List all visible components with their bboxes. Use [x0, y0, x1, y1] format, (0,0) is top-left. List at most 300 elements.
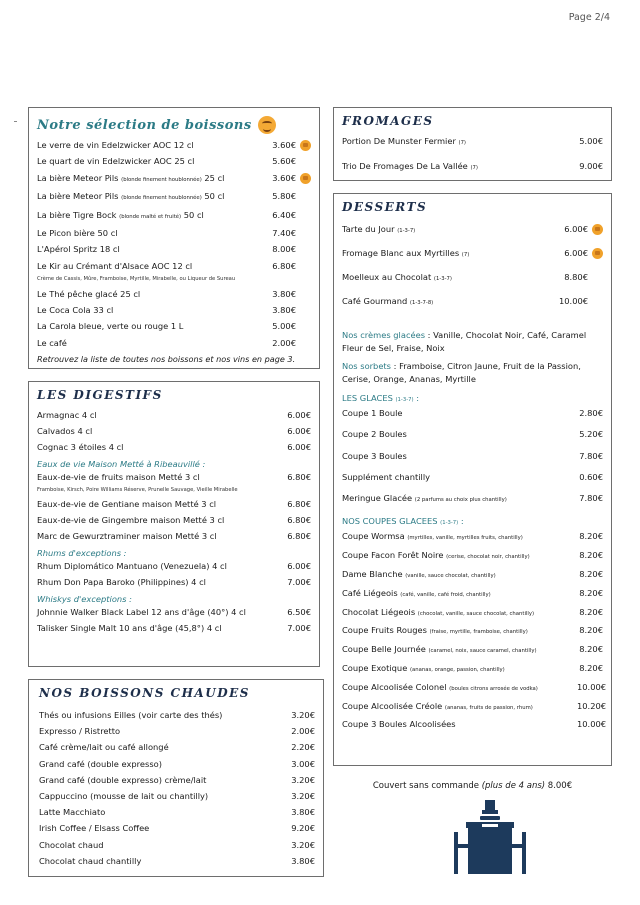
item-name — [342, 408, 577, 419]
item-detail: (7) — [461, 252, 470, 258]
drink-row — [37, 228, 311, 239]
price-cell — [267, 210, 311, 221]
item-name — [37, 228, 267, 239]
drink-row — [37, 289, 311, 300]
item-price: 9.00€ — [579, 160, 603, 171]
eau-de-vie-row — [37, 472, 311, 483]
item-label: Eaux-de-vie de Gentiane maison Metté 3 cl — [37, 499, 217, 509]
item-name — [342, 569, 577, 582]
item-price: 6.00€ — [564, 224, 588, 234]
coupes-heading: NOS COUPES GLACEES (1-3-7) : — [342, 516, 464, 527]
digestif-row — [37, 426, 311, 437]
item-price: 6.00€ — [287, 561, 311, 571]
item-price: 8.20€ — [579, 625, 603, 636]
item-label: Latte Macchiato — [39, 807, 106, 818]
cheese-row — [342, 161, 603, 174]
price-cell — [559, 296, 603, 307]
rhums-heading: Rhums d'exceptions : — [37, 548, 127, 558]
item-volume: 50 cl — [204, 191, 225, 202]
price-cell — [267, 191, 311, 202]
drink-row — [37, 156, 311, 167]
hot-drink-row — [39, 775, 315, 786]
digestifs-title: LES DIGESTIFS — [37, 388, 163, 402]
couvert-text: Couvert sans commande — [372, 781, 479, 791]
item-detail: (2 parfums au choix plus chantilly) — [414, 497, 507, 504]
item-price: 7.40€ — [272, 227, 296, 238]
drink-row — [37, 140, 311, 151]
item-price: 3.80€ — [291, 807, 315, 818]
glace-row — [342, 429, 603, 440]
boissons-title: Notre sélection de boissons — [37, 117, 252, 133]
item-detail: (blonde finement houblonnée) — [121, 195, 202, 202]
item-price: 6.00€ — [287, 426, 311, 436]
item-price: 3.20€ — [291, 790, 315, 801]
item-name — [342, 248, 559, 261]
desserts-list — [342, 224, 603, 309]
thumbs-up-icon — [592, 248, 603, 259]
item-name — [37, 321, 267, 332]
item-name — [37, 561, 285, 572]
item-name — [342, 607, 577, 620]
eau-de-vie-row — [37, 515, 311, 526]
item-label: Grand café (double expresso) — [39, 758, 162, 769]
glace-row — [342, 472, 603, 483]
item-label: Calvados 4 cl — [37, 426, 93, 436]
item-label: Armagnac 4 cl — [37, 410, 97, 420]
drink-row — [37, 261, 311, 272]
item-name — [39, 840, 289, 851]
item-label: Chocolat Liégeois — [342, 606, 416, 617]
eau-de-vie-row — [37, 499, 311, 510]
hot-drink-row — [39, 742, 315, 753]
item-price: 7.80€ — [579, 493, 603, 504]
price-cell — [267, 305, 311, 316]
item-name — [37, 531, 285, 542]
item-name — [37, 442, 285, 453]
item-price: 3.20€ — [291, 839, 315, 850]
item-label: Le Kir au Crémant d'Alsace AOC 12 cl — [37, 260, 193, 271]
item-name — [342, 272, 559, 285]
whiskys-list — [37, 607, 311, 634]
margin-mark — [14, 121, 17, 122]
couvert-line — [333, 781, 612, 791]
item-price: 6.80€ — [287, 499, 311, 509]
item-label: La bière Tigre Bock — [37, 209, 117, 220]
drink-row — [37, 244, 311, 255]
item-name — [342, 701, 577, 714]
item-detail: (ananas, orange, passion, chantilly) — [409, 667, 505, 674]
price-cell — [267, 261, 311, 272]
item-price: 7.00€ — [287, 577, 311, 587]
fromages-section — [333, 107, 612, 181]
item-detail: (cerise, chocolat noir, chantilly) — [446, 554, 530, 561]
chaudes-section — [28, 679, 324, 877]
item-label: Coupe 1 Boule — [342, 408, 403, 418]
item-volume: 50 cl — [183, 209, 204, 220]
glaces-heading: LES GLACES (1-3-7) : — [342, 393, 419, 403]
item-price: 6.80€ — [287, 515, 311, 525]
digestifs-list — [37, 410, 311, 453]
desserts-title: DESSERTS — [342, 200, 428, 214]
item-name — [37, 191, 267, 204]
price-cell — [559, 248, 603, 259]
item-label: Café Liégeois — [342, 587, 398, 598]
item-label: Coupe Belle Journée — [342, 644, 426, 655]
drink-row — [37, 305, 311, 316]
rhum-row — [37, 577, 311, 588]
coupe-row — [342, 625, 603, 638]
item-volume: 25 cl — [204, 172, 225, 183]
dessert-row — [342, 272, 603, 285]
item-name — [37, 210, 267, 223]
item-detail: (blonde finement houblonnée) — [121, 176, 202, 183]
item-detail: (chocolat, vanille, sauce chocolat, chantilly) — [417, 610, 535, 617]
item-label: Le verre de vin Edelzwicker AOC 12 cl — [37, 140, 194, 150]
item-price: 3.20€ — [291, 710, 315, 720]
item-label: Coupe 3 Boules Alcoolisées — [342, 719, 456, 730]
item-name — [342, 644, 577, 657]
item-label: Le Thé pêche glacé 25 cl — [37, 288, 141, 299]
item-name — [342, 625, 577, 638]
item-name — [342, 472, 577, 483]
item-label: Supplément chantilly — [342, 471, 431, 482]
boissons-section — [28, 107, 320, 369]
couvert-italic: (plus de 4 ans) — [481, 781, 546, 791]
item-price: 10.00€ — [577, 719, 607, 730]
page-number: Page 2/4 — [568, 12, 610, 23]
item-price: 3.60€ — [272, 140, 296, 150]
hot-drink-row — [39, 840, 315, 851]
item-name — [342, 429, 577, 440]
item-name — [37, 607, 285, 618]
item-detail: (ananas, fruits de passion, rhum) — [444, 704, 533, 711]
item-price: 2.20€ — [291, 742, 315, 753]
item-price: 5.00€ — [272, 321, 296, 332]
item-label: Le quart de vin Edelzwicker AOC 25 cl — [37, 156, 195, 167]
price-cell — [267, 140, 311, 151]
table-illustration — [452, 800, 528, 876]
item-label: Coupe Alcoolisée Colonel — [342, 681, 447, 692]
coupe-row — [342, 681, 607, 695]
item-name — [39, 726, 289, 737]
item-price: 10.00€ — [577, 681, 607, 692]
item-label: Le Picon bière 50 cl — [37, 227, 118, 238]
smiley-icon — [258, 116, 276, 134]
hot-drink-row — [39, 807, 315, 818]
item-price: 6.00€ — [287, 442, 311, 452]
item-label: La Carola bleue, verte ou rouge 1 L — [37, 321, 184, 332]
item-detail: (1-3-7) — [433, 276, 452, 282]
item-price: 8.20€ — [579, 606, 603, 617]
item-price: 3.80€ — [272, 288, 296, 299]
item-price: 6.50€ — [287, 607, 311, 617]
drink-row — [37, 210, 311, 223]
coupe-row — [342, 607, 603, 620]
item-name — [37, 289, 267, 300]
item-name — [37, 577, 285, 588]
item-name — [37, 305, 267, 316]
item-price: 3.00€ — [291, 758, 315, 769]
item-price: 3.20€ — [291, 774, 315, 785]
item-price: 6.00€ — [287, 410, 311, 420]
item-label: Chocolat chaud — [39, 839, 104, 850]
coupe-row — [342, 550, 603, 563]
eaux-list — [37, 472, 311, 542]
price-cell — [267, 321, 311, 332]
item-label: Talisker Single Malt 10 ans d'âge (45,8°) 4 cl — [37, 623, 222, 633]
item-label: Cappuccino (mousse de lait ou chantilly) — [39, 790, 209, 801]
glace-row — [342, 493, 603, 506]
digestifs-section — [28, 381, 320, 667]
item-name — [342, 682, 577, 695]
item-label: Café crème/lait ou café allongé — [39, 742, 169, 753]
glaces-list — [342, 408, 603, 506]
item-label: L'Apérol Spritz 18 cl — [37, 244, 120, 255]
item-label: Tarte du Jour — [342, 224, 395, 234]
glace-row — [342, 408, 603, 419]
digestif-row — [37, 442, 311, 453]
coupe-row — [342, 663, 603, 676]
item-name — [37, 338, 267, 349]
digestif-row — [37, 410, 311, 421]
item-price: 6.80€ — [272, 260, 296, 271]
item-detail: (1-3-7) — [397, 228, 416, 234]
item-label: Coupe Fruits Rouges — [342, 625, 427, 636]
price-cell — [267, 244, 311, 255]
fromages-list — [342, 136, 603, 174]
coupes-heading-text: NOS COUPES GLACEES — [342, 516, 438, 527]
item-price: 8.20€ — [579, 531, 603, 542]
thumbs-up-icon — [592, 224, 603, 235]
drink-row — [37, 173, 311, 186]
dessert-row — [342, 248, 603, 261]
price-cell — [559, 272, 603, 283]
item-price: 3.80€ — [291, 855, 315, 866]
fromages-title: FROMAGES — [342, 114, 434, 128]
item-price: 7.00€ — [287, 623, 311, 633]
hot-drink-row — [39, 759, 315, 770]
price-cell — [267, 173, 311, 184]
item-name — [37, 515, 285, 526]
item-name — [342, 451, 577, 462]
item-price: 2.80€ — [579, 408, 603, 418]
item-price: 6.40€ — [272, 209, 296, 220]
item-name — [39, 742, 289, 753]
sorbets-label: Nos sorbets — [342, 361, 391, 371]
coupe-row — [342, 569, 603, 582]
chaudes-list — [39, 710, 315, 867]
item-detail: (myrtilles, vanille, myrtilles fruits, chantilly) — [407, 535, 523, 542]
item-price: 8.20€ — [579, 587, 603, 598]
glaces-heading-text: LES GLACES — [342, 393, 393, 403]
item-price: 8.20€ — [579, 644, 603, 655]
rhum-row — [37, 561, 311, 572]
dessert-row — [342, 296, 603, 309]
item-price: 5.20€ — [579, 429, 603, 440]
item-label: Johnnie Walker Black Label 12 ans d'âge (40°) 4 cl — [37, 607, 246, 617]
item-name — [342, 531, 577, 544]
item-price: 5.00€ — [579, 136, 603, 146]
item-label: Dame Blanche — [342, 569, 403, 580]
item-name — [39, 759, 289, 770]
item-name — [342, 663, 577, 676]
item-price: 5.80€ — [272, 191, 296, 202]
price-cell — [267, 289, 311, 300]
whiskys-heading: Whiskys d'exceptions : — [37, 594, 132, 604]
price-cell — [267, 338, 311, 349]
dessert-row — [342, 224, 603, 237]
item-label: Coupe Wormsa — [342, 531, 405, 542]
item-note: Framboise, Kirsch, Poire Williams Réserve, Prunelle Sauvage, Vieille Mirabelle — [37, 487, 238, 493]
sorbets-text: : Framboise, Citron Jaune, Fruit de la Passion, Cerise, Orange, Ananas, Myrtille — [342, 361, 581, 384]
item-price: 3.60€ — [272, 172, 296, 183]
thumbs-up-icon — [300, 173, 311, 184]
drink-row — [37, 191, 311, 204]
item-name — [342, 296, 559, 309]
item-name — [39, 823, 289, 834]
item-name — [342, 136, 577, 149]
item-detail: (fraise, myrtille, framboise, chantilly) — [429, 629, 528, 636]
item-name — [37, 156, 267, 167]
item-name — [39, 775, 289, 786]
item-name — [342, 161, 577, 174]
item-label: Meringue Glacée — [342, 493, 413, 504]
item-label: Portion De Munster Fermier — [342, 136, 456, 146]
item-label: Rhum Diplomático Mantuano (Venezuela) 4 cl — [37, 561, 227, 571]
hot-drink-row — [39, 710, 315, 721]
item-label: Eaux-de-vie de fruits maison Metté 3 cl — [37, 472, 200, 482]
thumbs-up-icon — [300, 140, 311, 151]
item-name — [39, 791, 289, 802]
item-label: Moelleux au Chocolat — [342, 272, 432, 282]
item-label: Coupe Exotique — [342, 663, 408, 674]
item-name — [37, 472, 285, 483]
item-price: 8.20€ — [579, 569, 603, 580]
item-label: Cognac 3 étoiles 4 cl — [37, 442, 124, 452]
item-name — [342, 550, 577, 563]
item-price: 6.80€ — [287, 472, 311, 482]
sorbets-paragraph — [342, 360, 603, 386]
item-label: Coupe Alcoolisée Créole — [342, 700, 443, 711]
item-label: Thés ou infusions Eilles (voir carte des thés) — [39, 710, 223, 720]
cremes-label: Nos crèmes glacées — [342, 330, 426, 340]
item-name — [37, 426, 285, 437]
whisky-row — [37, 623, 311, 634]
item-label: Le Coca Cola 33 cl — [37, 304, 114, 315]
item-name — [37, 140, 267, 151]
item-price: 9.20€ — [291, 823, 315, 834]
item-label: Expresso / Ristretto — [39, 726, 121, 737]
price-cell — [267, 156, 311, 167]
item-label: Grand café (double expresso) crème/lait — [39, 774, 207, 785]
item-label: Irish Coffee / Elsass Coffee — [39, 823, 150, 834]
item-price: 5.60€ — [272, 156, 296, 167]
item-name — [39, 807, 289, 818]
hot-drink-row — [39, 856, 315, 867]
item-name — [342, 224, 559, 237]
item-name — [37, 173, 267, 186]
item-name — [37, 623, 285, 634]
cheese-row — [342, 136, 603, 149]
item-name — [39, 710, 289, 721]
item-price: 3.80€ — [272, 304, 296, 315]
item-label: Coupe Facon Forêt Noire — [342, 550, 444, 561]
item-name — [37, 261, 267, 272]
coupe-row — [342, 644, 603, 657]
item-price: 2.00€ — [291, 726, 315, 737]
item-detail: (1-3-7-8) — [409, 300, 434, 306]
chaudes-title: NOS BOISSONS CHAUDES — [39, 686, 250, 700]
rhums-list — [37, 561, 311, 588]
coupe-row — [342, 531, 603, 544]
item-name — [37, 244, 267, 255]
boissons-list — [37, 140, 311, 349]
item-price: 10.00€ — [559, 296, 589, 306]
hot-drink-row — [39, 791, 315, 802]
item-price: 8.80€ — [564, 272, 588, 282]
coupe-row — [342, 719, 607, 730]
item-note: Crème de Cassis, Mûre, Framboise, Myrtille, Mirabelle, ou Liqueur de Sureau — [37, 276, 236, 283]
item-label: Rhum Don Papa Baroko (Philippines) 4 cl — [37, 577, 206, 587]
coupes-list — [342, 531, 607, 730]
item-name — [37, 410, 285, 421]
item-detail: (blonde malté et fruité) — [119, 213, 182, 220]
item-name — [342, 493, 577, 506]
item-name — [342, 588, 577, 601]
item-detail: (boules citrons arrosée de vodka) — [449, 685, 538, 692]
item-label: La bière Meteor Pils — [37, 191, 119, 202]
item-price: 8.20€ — [579, 550, 603, 561]
item-label: Le café — [37, 337, 67, 348]
hot-drink-row — [39, 823, 315, 834]
item-price: 6.00€ — [564, 248, 588, 258]
item-label: La bière Meteor Pils — [37, 172, 119, 183]
cremes-text: : Vanille, Chocolat Noir, Café, Caramel Fleur de Sel, Fraise, Noix — [342, 330, 587, 353]
item-label: Coupe 3 Boules — [342, 450, 407, 461]
item-name — [39, 856, 289, 867]
item-detail: (café, vanille, café froid, chantilly) — [400, 591, 491, 598]
boissons-footer: Retrouvez la liste de toutes nos boissons et nos vins en page 3. — [37, 354, 296, 365]
item-price: 0.60€ — [579, 471, 603, 482]
price-cell — [559, 224, 603, 235]
item-label: Marc de Gewurztraminer maison Metté 3 cl — [37, 531, 217, 541]
item-detail: (7) — [470, 164, 478, 171]
item-detail: (caramel, noix, sauce caramel, chantilly) — [428, 648, 537, 655]
glace-row — [342, 451, 603, 462]
item-label: Trio De Fromages De La Vallée — [342, 160, 468, 171]
item-label: Café Gourmand — [342, 296, 408, 306]
whisky-row — [37, 607, 311, 618]
item-detail: (vanille, sauce chocolat, chantilly) — [405, 573, 496, 580]
item-name — [342, 719, 577, 730]
item-price: 2.00€ — [272, 337, 296, 348]
hot-drink-row — [39, 726, 315, 737]
item-price: 7.80€ — [579, 450, 603, 461]
item-price: 10.20€ — [577, 700, 607, 711]
price-cell — [267, 228, 311, 239]
couvert-price: 8.00€ — [547, 781, 573, 791]
item-price: 8.20€ — [579, 663, 603, 674]
coupe-row — [342, 700, 607, 714]
drink-row — [37, 338, 311, 349]
coupe-row — [342, 588, 603, 601]
item-detail: (7) — [458, 140, 467, 146]
item-name — [37, 499, 285, 510]
drink-row — [37, 321, 311, 332]
eau-de-vie-row — [37, 531, 311, 542]
desserts-section — [333, 193, 612, 766]
cremes-paragraph — [342, 329, 603, 355]
